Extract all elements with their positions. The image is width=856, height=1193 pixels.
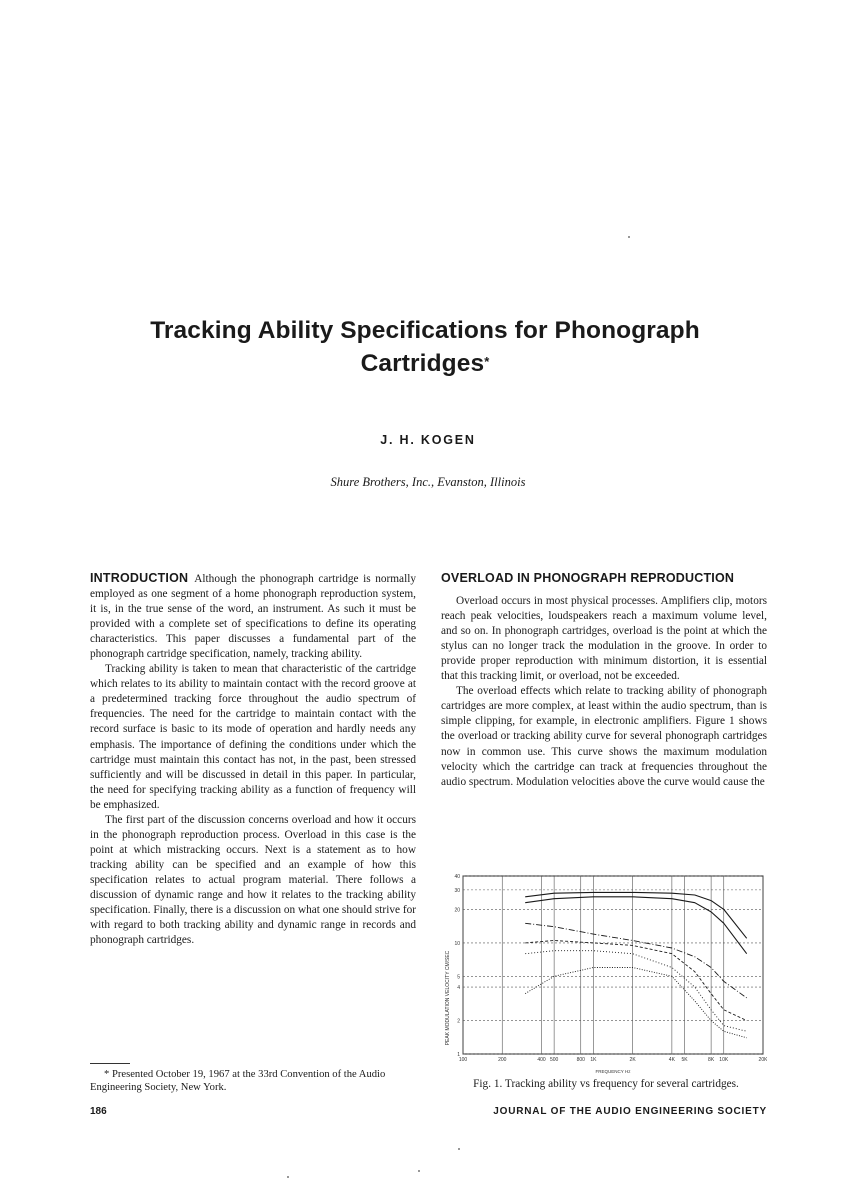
body-paragraph: Overload occurs in most physical processes. Amplifiers clip, motors reach peak velocities, loudspeakers reach a maximum volume level, and so on. In phonograph cartridges, overload is the point at which the stylus can no longer track the modulation in the groove. In order to provide proper reproduction with minimum distortion, it is essential that this tracking limit, or overload, not be exceeded.: [441, 595, 767, 683]
series-line: [525, 892, 747, 938]
body-paragraph: Tracking ability is taken to mean that characteristic of the cartridge which relates to its ability to maintain contact with the record groove at a predetermined tracking force throughout the audio spectrum of frequencies. The need for the cartridge to maintain contact with the record surface is basic to its mode of operation and hardly needs any emphasis. The importance of defining the conditions under which the cartridge must maintain this contact has not, in the past, been stressed sufficiently and will be discussed in detail in this paper. In particular, the need for specifying tracking ability as a function of frequency will be emphasized.: [90, 663, 416, 811]
footnote-rule: [90, 1063, 130, 1064]
x-tick-label: 2K: [629, 1057, 636, 1063]
chart-ticks: [454, 874, 767, 1063]
series-line: [525, 923, 747, 998]
author-affiliation: Shure Brothers, Inc., Evanston, Illinois: [330, 475, 526, 489]
series-line: [525, 897, 747, 954]
scan-speck: [287, 1176, 289, 1178]
series-line: [525, 941, 747, 1021]
intro-heading: INTRODUCTION: [90, 571, 189, 585]
x-tick-label: 20K: [758, 1057, 767, 1063]
x-tick-label: 10K: [719, 1057, 729, 1063]
chart-grid: [463, 876, 763, 1054]
y-tick-label: 5: [457, 974, 460, 981]
chart-frame: [463, 876, 763, 1054]
body-paragraph: The overload effects which relate to tracking ability of phonograph cartridges are more complex, at least within the audio spectrum, than is simple clipping, for example, in electronic amplifiers. Figure 1 shows the overload or tracking ability curve for several phonograph cartridges now in common use. This curve shows the maximum modulation velocity which the cartridge can track at frequencies throughout the audio spectrum. Modulation velocities above the curve would cause the: [441, 685, 767, 788]
y-tick-label: 2: [457, 1018, 460, 1025]
article-title-text: Tracking Ability Specifications for Phonograph Cartridges: [150, 317, 700, 377]
journal-name: JOURNAL OF THE AUDIO ENGINEERING SOCIETY: [493, 1106, 767, 1117]
footnote: [90, 1068, 416, 1094]
scan-speck: [418, 1170, 420, 1172]
y-tick-label: 20: [454, 907, 460, 914]
page-number: 186: [90, 1106, 107, 1117]
chart-y-axis-label: PEAK MODULATION VELOCITY CM/SEC: [445, 950, 451, 1046]
x-tick-label: 200: [498, 1057, 507, 1063]
y-tick-label: 40: [454, 874, 460, 880]
x-tick-label: 1K: [590, 1057, 597, 1063]
title-footnote-marker: *: [484, 354, 490, 369]
x-tick-label: 500: [549, 1057, 559, 1063]
x-tick-label: 8K: [708, 1057, 715, 1063]
scan-speck: [458, 1148, 460, 1150]
x-tick-label: 100: [458, 1057, 468, 1063]
x-tick-label: 400: [537, 1057, 546, 1063]
series-line: [525, 951, 747, 1032]
x-tick-label: 5K: [681, 1057, 688, 1063]
right-column: [441, 571, 767, 790]
y-tick-label: 30: [454, 887, 460, 894]
article-title: [90, 314, 760, 380]
footnote-text: * Presented October 19, 1967 at the 33rd Convention of the Audio Engineering Society, New York.: [90, 1069, 386, 1093]
chart-x-axis-label: FREQUENCY Hz: [595, 1069, 631, 1074]
y-tick-label: 10: [454, 940, 460, 947]
y-tick-label: 4: [457, 985, 460, 992]
author-name: J. H. KOGEN: [380, 433, 476, 447]
section-heading: OVERLOAD IN PHONOGRAPH REPRODUCTION: [441, 571, 735, 585]
figure-caption: Fig. 1. Tracking ability vs frequency for several cartridges.: [473, 1078, 739, 1090]
figure-1: [441, 868, 767, 1078]
intro-text: Although the phonograph cartridge is normally employed as one segment of a home phonograph reproduction system, it is, in the true sense of the word, an instrument. As such it must be provided with a complete set of specifications to define its operating characteristics. This paper discusses a fundamental part of the phonograph cartridge specification, namely, tracking ability.: [90, 573, 416, 661]
left-column: [90, 571, 416, 948]
body-paragraph: The first part of the discussion concerns overload and how it occurs in the phonograph reproduction process. Overload in this case is the point at which mistracking occurs. Next is a statement as to how tracking ability can be specified and an example of how this specification relates to actual program material. There follows a discussion of dynamic range and how it relates to the tracking ability specification. Finally, there is a discussion on what one should strive for with regard to both tracking ability and dynamic range in records and phonograph cartridges.: [90, 813, 416, 947]
scan-speck: [628, 236, 630, 238]
tracking-ability-chart: [441, 868, 767, 1078]
x-tick-label: 4K: [668, 1057, 675, 1063]
chart-series: [525, 892, 747, 1037]
series-line: [525, 968, 747, 1038]
y-tick-label: 1: [457, 1052, 460, 1058]
intro-paragraph: [90, 571, 416, 662]
x-tick-label: 800: [576, 1057, 585, 1063]
